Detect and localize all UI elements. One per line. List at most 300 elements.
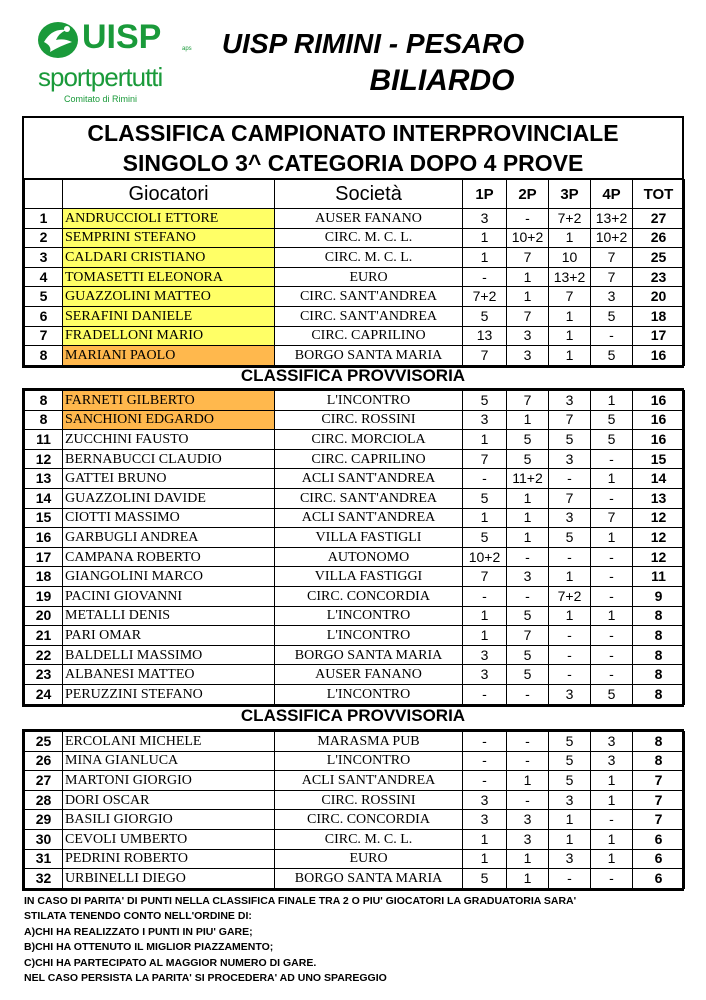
tiebreak-notes (24, 894, 684, 986)
club-cell: CIRC. CONCORDIA (275, 810, 463, 830)
player-name-cell: SANCHIONI EDGARDO (63, 410, 275, 430)
total-score-cell: 17 (633, 326, 685, 346)
player-name-cell: PEDRINI ROBERTO (63, 849, 275, 869)
round4-score-cell: 7 (591, 267, 633, 287)
round4-score-cell: - (591, 326, 633, 346)
table-row (25, 287, 685, 307)
round2-score-cell: 7 (507, 626, 549, 646)
round1-score-cell: - (463, 469, 507, 489)
round3-score-cell: 1 (549, 567, 591, 587)
round4-score-cell: 5 (591, 410, 633, 430)
table-row (25, 547, 685, 567)
club-cell: AUSER FANANO (275, 665, 463, 685)
round4-score-cell: 1 (591, 771, 633, 791)
club-cell: L'INCONTRO (275, 626, 463, 646)
round2-score-cell: 3 (507, 829, 549, 849)
total-score-cell: 8 (633, 751, 685, 771)
round2-score-cell: 5 (507, 449, 549, 469)
round4-score-cell: - (591, 586, 633, 606)
round2-score-cell: 5 (507, 645, 549, 665)
round1-score-cell: 5 (463, 488, 507, 508)
club-cell: CIRC. M. C. L. (275, 829, 463, 849)
club-cell: EURO (275, 849, 463, 869)
round1-score-cell: 3 (463, 209, 507, 229)
total-score-cell: 13 (633, 488, 685, 508)
round3-score-cell: - (549, 665, 591, 685)
rank-cell: 4 (25, 267, 63, 287)
table-row (25, 430, 685, 450)
round2-score-cell: 1 (507, 869, 549, 889)
rank-cell: 18 (25, 567, 63, 587)
round1-score-cell: 7 (463, 449, 507, 469)
round2-score-cell: 5 (507, 665, 549, 685)
table-row (25, 306, 685, 326)
player-name-cell: FRADELLONI MARIO (63, 326, 275, 346)
rank-cell: 16 (25, 528, 63, 548)
total-score-cell: 8 (633, 684, 685, 704)
round1-score-cell: 10+2 (463, 547, 507, 567)
club-cell: L'INCONTRO (275, 391, 463, 411)
section2-title: CLASSIFICA PROVVISORIA (240, 366, 466, 385)
rank-cell: 13 (25, 469, 63, 489)
table-row (25, 869, 685, 889)
round1-score-cell: - (463, 267, 507, 287)
round4-score-cell: 1 (591, 849, 633, 869)
round2-score-cell: 10+2 (507, 228, 549, 248)
round3-score-cell: 3 (549, 684, 591, 704)
round4-score-cell: 5 (591, 306, 633, 326)
total-score-cell: 6 (633, 829, 685, 849)
round2-score-cell: 11+2 (507, 469, 549, 489)
table-row (25, 645, 685, 665)
round2-score-cell: 1 (507, 488, 549, 508)
table-row (25, 810, 685, 830)
club-cell: CIRC. CAPRILINO (275, 449, 463, 469)
total-score-cell: 25 (633, 248, 685, 268)
player-name-cell: BERNABUCCI CLAUDIO (63, 449, 275, 469)
group2-rows (25, 391, 685, 705)
table-row (25, 488, 685, 508)
round2-score-cell: 3 (507, 567, 549, 587)
round4-score-cell: - (591, 488, 633, 508)
table-row (25, 684, 685, 704)
round3-score-cell: - (549, 626, 591, 646)
total-score-cell: 6 (633, 869, 685, 889)
player-name-cell: CEVOLI UMBERTO (63, 829, 275, 849)
round4-score-cell: 13+2 (591, 209, 633, 229)
table-row (25, 771, 685, 791)
round2-score-cell: - (507, 751, 549, 771)
logo-slogan: sportpertutti (38, 62, 163, 92)
player-name-cell: PERUZZINI STEFANO (63, 684, 275, 704)
club-cell: CIRC. M. C. L. (275, 228, 463, 248)
section3-title: CLASSIFICA PROVVISORIA (240, 706, 466, 725)
round3-score-cell: 7+2 (549, 586, 591, 606)
rank-cell: 22 (25, 645, 63, 665)
rank-cell: 25 (25, 732, 63, 752)
round1-score-cell: 5 (463, 528, 507, 548)
round1-score-cell: - (463, 586, 507, 606)
round1-score-cell: 1 (463, 849, 507, 869)
rank-cell: 28 (25, 790, 63, 810)
round4-score-cell: 5 (591, 346, 633, 366)
player-name-cell: SEMPRINI STEFANO (63, 228, 275, 248)
total-score-cell: 16 (633, 346, 685, 366)
uisp-logo (36, 18, 192, 110)
player-name-cell: SERAFINI DANIELE (63, 306, 275, 326)
total-score-cell: 9 (633, 586, 685, 606)
round1-score-cell: 3 (463, 410, 507, 430)
total-score-cell: 11 (633, 567, 685, 587)
total-score-cell: 16 (633, 410, 685, 430)
round4-score-cell: 1 (591, 528, 633, 548)
round4-score-cell: 1 (591, 469, 633, 489)
round3-score-cell: - (549, 547, 591, 567)
player-name-cell: ERCOLANI MICHELE (63, 732, 275, 752)
total-score-cell: 12 (633, 547, 685, 567)
group1-rows (25, 209, 685, 366)
player-name-cell: CIOTTI MASSIMO (63, 508, 275, 528)
round4-score-cell: 1 (591, 391, 633, 411)
total-score-cell: 16 (633, 391, 685, 411)
total-score-cell: 6 (633, 849, 685, 869)
round1-score-cell: 1 (463, 606, 507, 626)
championship-title-line2: SINGOLO 3^ CATEGORIA DOPO 4 PROVE (24, 148, 682, 179)
club-cell: CIRC. M. C. L. (275, 248, 463, 268)
rank-cell: 30 (25, 829, 63, 849)
round1-score-cell: 7+2 (463, 287, 507, 307)
round1-score-cell: 1 (463, 626, 507, 646)
total-score-cell: 12 (633, 528, 685, 548)
rank-cell: 14 (25, 488, 63, 508)
round4-score-cell: - (591, 547, 633, 567)
rank-cell: 21 (25, 626, 63, 646)
round4-score-cell: 1 (591, 829, 633, 849)
note-line: STILATA TENENDO CONTO NELL'ORDINE DI: (24, 910, 252, 923)
club-cell: CIRC. CAPRILINO (275, 326, 463, 346)
sport-title: BILIARDO (369, 64, 515, 97)
round3-score-cell: 1 (549, 829, 591, 849)
player-name-cell: GIANGOLINI MARCO (63, 567, 275, 587)
round3-score-cell: 3 (549, 790, 591, 810)
round3-score-cell: 1 (549, 346, 591, 366)
total-score-cell: 14 (633, 469, 685, 489)
club-cell: CIRC. SANT'ANDREA (275, 306, 463, 326)
table-row (25, 267, 685, 287)
round1-score-cell: 1 (463, 430, 507, 450)
club-cell: ACLI SANT'ANDREA (275, 469, 463, 489)
round4-score-cell: 3 (591, 287, 633, 307)
club-cell: CIRC. SANT'ANDREA (275, 488, 463, 508)
total-score-cell: 8 (633, 626, 685, 646)
rank-cell: 19 (25, 586, 63, 606)
player-name-cell: METALLI DENIS (63, 606, 275, 626)
total-score-cell: 7 (633, 790, 685, 810)
round3-score-cell: 1 (549, 306, 591, 326)
round2-score-cell: 1 (507, 771, 549, 791)
round1-score-cell: 3 (463, 810, 507, 830)
round4-score-cell: - (591, 626, 633, 646)
player-name-cell: CALDARI CRISTIANO (63, 248, 275, 268)
rank-cell: 20 (25, 606, 63, 626)
round3-score-cell: 5 (549, 751, 591, 771)
round2-score-cell: - (507, 732, 549, 752)
round2-score-cell: - (507, 790, 549, 810)
round3-score-cell: 10 (549, 248, 591, 268)
note-line: C)CHI HA PARTECIPATO AL MAGGIOR NUMERO DI GARE. (24, 956, 317, 969)
round2-score-cell: - (507, 209, 549, 229)
table-row (25, 248, 685, 268)
note-line: IN CASO DI PARITA' DI PUNTI NELLA CLASSIFICA FINALE TRA 2 O PIU' GIOCATORI LA GRADUATORIA SARA' (24, 895, 577, 907)
round2-score-cell: 3 (507, 346, 549, 366)
note-line: A)CHI HA REALIZZATO I PUNTI IN PIU' GARE; (24, 925, 253, 938)
round4-score-cell: 7 (591, 248, 633, 268)
logo-aps: aps (182, 46, 192, 52)
table-row (25, 228, 685, 248)
round2-score-cell: 1 (507, 508, 549, 528)
table-row (25, 391, 685, 411)
round4-score-cell: 3 (591, 751, 633, 771)
table-row (25, 567, 685, 587)
total-score-cell: 27 (633, 209, 685, 229)
col-header-p4: 4P (591, 180, 633, 209)
total-score-cell: 8 (633, 732, 685, 752)
runner-emblem-icon (36, 20, 80, 60)
round2-score-cell: 7 (507, 306, 549, 326)
round1-score-cell: 5 (463, 306, 507, 326)
col-header-p2: 2P (507, 180, 549, 209)
rank-cell: 27 (25, 771, 63, 791)
round3-score-cell: 1 (549, 326, 591, 346)
round1-score-cell: 5 (463, 391, 507, 411)
rank-cell: 7 (25, 326, 63, 346)
round1-score-cell: 1 (463, 248, 507, 268)
note-line: B)CHI HA OTTENUTO IL MIGLIOR PIAZZAMENTO; (24, 941, 274, 954)
rank-cell: 8 (25, 346, 63, 366)
round4-score-cell: 1 (591, 790, 633, 810)
table-row (25, 508, 685, 528)
col-header-p3: 3P (549, 180, 591, 209)
round3-score-cell: 5 (549, 732, 591, 752)
club-cell: MARASMA PUB (275, 732, 463, 752)
round1-score-cell: 3 (463, 790, 507, 810)
round1-score-cell: 3 (463, 645, 507, 665)
round4-score-cell: 7 (591, 508, 633, 528)
rank-cell: 29 (25, 810, 63, 830)
round3-score-cell: 5 (549, 771, 591, 791)
round3-score-cell: - (549, 645, 591, 665)
player-name-cell: GARBUGLI ANDREA (63, 528, 275, 548)
round2-score-cell: - (507, 547, 549, 567)
round4-score-cell: 5 (591, 430, 633, 450)
total-score-cell: 7 (633, 771, 685, 791)
player-name-cell: GUAZZOLINI DAVIDE (63, 488, 275, 508)
club-cell: VILLA FASTIGLI (275, 528, 463, 548)
logo-committee: Comitato di Rimini (64, 94, 138, 104)
round1-score-cell: 5 (463, 869, 507, 889)
club-cell: CIRC. CONCORDIA (275, 586, 463, 606)
round1-score-cell: 3 (463, 665, 507, 685)
table-row (25, 209, 685, 229)
rank-cell: 26 (25, 751, 63, 771)
round3-score-cell: - (549, 869, 591, 889)
club-cell: BORGO SANTA MARIA (275, 869, 463, 889)
round2-score-cell: 5 (507, 430, 549, 450)
round3-score-cell: 7 (549, 488, 591, 508)
player-name-cell: BALDELLI MASSIMO (63, 645, 275, 665)
player-name-cell: FARNETI GILBERTO (63, 391, 275, 411)
round2-score-cell: - (507, 586, 549, 606)
round3-score-cell: 3 (549, 449, 591, 469)
table-row (25, 346, 685, 366)
table-row (25, 849, 685, 869)
round4-score-cell: - (591, 567, 633, 587)
round3-score-cell: 3 (549, 849, 591, 869)
table-row (25, 751, 685, 771)
player-name-cell: DORI OSCAR (63, 790, 275, 810)
round3-score-cell: 1 (549, 606, 591, 626)
round3-score-cell: 13+2 (549, 267, 591, 287)
club-cell: BORGO SANTA MARIA (275, 346, 463, 366)
table-row (25, 829, 685, 849)
rank-cell: 5 (25, 287, 63, 307)
round1-score-cell: - (463, 732, 507, 752)
rank-cell: 31 (25, 849, 63, 869)
total-score-cell: 26 (633, 228, 685, 248)
round4-score-cell: 5 (591, 684, 633, 704)
round2-score-cell: 3 (507, 810, 549, 830)
round2-score-cell: 1 (507, 849, 549, 869)
round3-score-cell: 1 (549, 228, 591, 248)
round4-score-cell: 10+2 (591, 228, 633, 248)
table-row (25, 449, 685, 469)
player-name-cell: ZUCCHINI FAUSTO (63, 430, 275, 450)
rank-cell: 8 (25, 410, 63, 430)
total-score-cell: 20 (633, 287, 685, 307)
standings-table-provisional-1 (22, 388, 684, 707)
rank-cell: 3 (25, 248, 63, 268)
club-cell: AUSER FANANO (275, 209, 463, 229)
round1-score-cell: 1 (463, 228, 507, 248)
table-row (25, 790, 685, 810)
total-score-cell: 23 (633, 267, 685, 287)
player-name-cell: PACINI GIOVANNI (63, 586, 275, 606)
standings-table-top (24, 179, 685, 366)
club-cell: BORGO SANTA MARIA (275, 645, 463, 665)
table-row (25, 626, 685, 646)
total-score-cell: 16 (633, 430, 685, 450)
total-score-cell: 12 (633, 508, 685, 528)
total-score-cell: 8 (633, 665, 685, 685)
player-name-cell: ANDRUCCIOLI ETTORE (63, 209, 275, 229)
table-row (25, 732, 685, 752)
group3-rows (25, 732, 685, 889)
round2-score-cell: 1 (507, 267, 549, 287)
round4-score-cell: - (591, 449, 633, 469)
rank-cell: 32 (25, 869, 63, 889)
note-line: NEL CASO PERSISTA LA PARITA' SI PROCEDERA' AD UNO SPAREGGIO (24, 972, 387, 985)
col-header-pos (25, 180, 63, 209)
round1-score-cell: 1 (463, 829, 507, 849)
table-row (25, 606, 685, 626)
col-header-player: Giocatori (63, 180, 275, 209)
round1-score-cell: 7 (463, 346, 507, 366)
table-row (25, 586, 685, 606)
round2-score-cell: 7 (507, 248, 549, 268)
club-cell: L'INCONTRO (275, 751, 463, 771)
total-score-cell: 8 (633, 606, 685, 626)
table-header-row (25, 180, 685, 209)
round3-score-cell: 7 (549, 410, 591, 430)
round2-score-cell: 1 (507, 287, 549, 307)
club-cell: CIRC. ROSSINI (275, 790, 463, 810)
club-cell: CIRC. ROSSINI (275, 410, 463, 430)
player-name-cell: MINA GIANLUCA (63, 751, 275, 771)
round2-score-cell: 5 (507, 606, 549, 626)
table-row (25, 410, 685, 430)
player-name-cell: CAMPANA ROBERTO (63, 547, 275, 567)
round2-score-cell: 1 (507, 528, 549, 548)
player-name-cell: ALBANESI MATTEO (63, 665, 275, 685)
championship-frame (22, 116, 684, 368)
round3-score-cell: 7+2 (549, 209, 591, 229)
rank-cell: 23 (25, 665, 63, 685)
round3-score-cell: 5 (549, 528, 591, 548)
total-score-cell: 8 (633, 645, 685, 665)
player-name-cell: MARTONI GIORGIO (63, 771, 275, 791)
rank-cell: 12 (25, 449, 63, 469)
rank-cell: 6 (25, 306, 63, 326)
round3-score-cell: 5 (549, 430, 591, 450)
rank-cell: 1 (25, 209, 63, 229)
player-name-cell: GUAZZOLINI MATTEO (63, 287, 275, 307)
rank-cell: 15 (25, 508, 63, 528)
round3-score-cell: 7 (549, 287, 591, 307)
rank-cell: 2 (25, 228, 63, 248)
rank-cell: 8 (25, 391, 63, 411)
club-cell: ACLI SANT'ANDREA (275, 771, 463, 791)
round4-score-cell: 1 (591, 606, 633, 626)
club-cell: VILLA FASTIGGI (275, 567, 463, 587)
total-score-cell: 18 (633, 306, 685, 326)
round3-score-cell: 3 (549, 508, 591, 528)
round1-score-cell: - (463, 771, 507, 791)
round1-score-cell: 1 (463, 508, 507, 528)
player-name-cell: URBINELLI DIEGO (63, 869, 275, 889)
total-score-cell: 7 (633, 810, 685, 830)
rank-cell: 24 (25, 684, 63, 704)
round1-score-cell: - (463, 751, 507, 771)
round3-score-cell: 3 (549, 391, 591, 411)
round4-score-cell: - (591, 665, 633, 685)
round1-score-cell: - (463, 684, 507, 704)
round1-score-cell: 13 (463, 326, 507, 346)
player-name-cell: BASILI GIORGIO (63, 810, 275, 830)
table-row (25, 326, 685, 346)
round2-score-cell: 3 (507, 326, 549, 346)
player-name-cell: GATTEI BRUNO (63, 469, 275, 489)
round2-score-cell: 1 (507, 410, 549, 430)
club-cell: EURO (275, 267, 463, 287)
standings-table-provisional-2 (22, 729, 684, 891)
round4-score-cell: - (591, 810, 633, 830)
player-name-cell: TOMASETTI ELEONORA (63, 267, 275, 287)
col-header-p1: 1P (463, 180, 507, 209)
rank-cell: 17 (25, 547, 63, 567)
table-row (25, 665, 685, 685)
col-header-tot: TOT (633, 180, 685, 209)
round3-score-cell: - (549, 469, 591, 489)
